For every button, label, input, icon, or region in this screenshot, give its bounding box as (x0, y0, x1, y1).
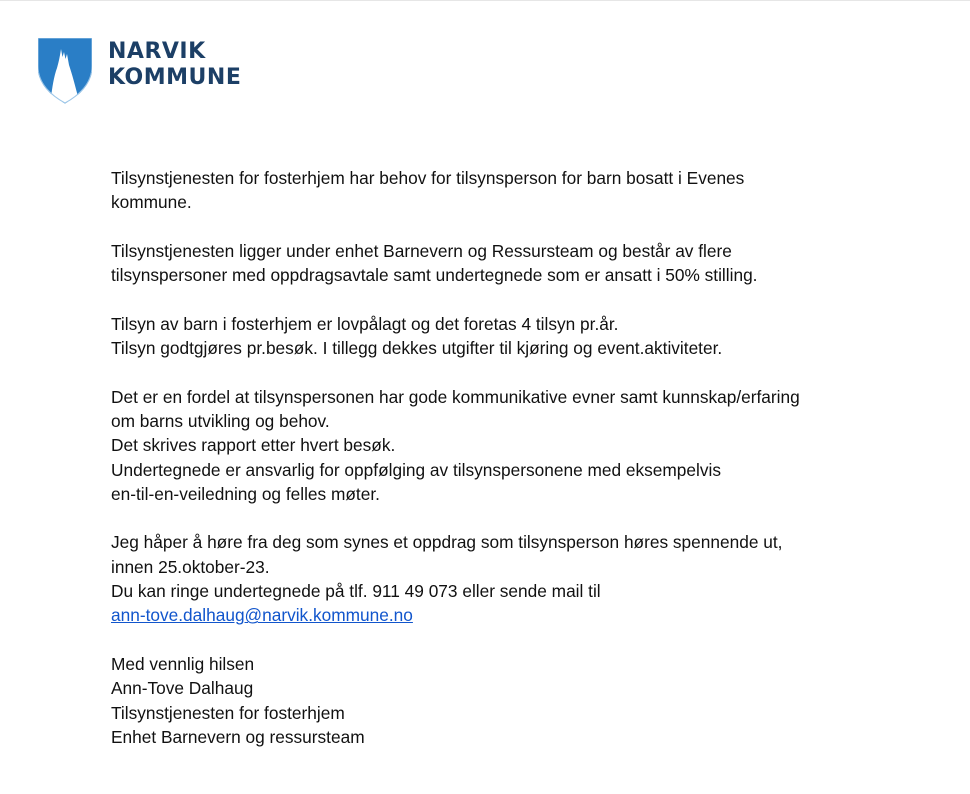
text-line: Det skrives rapport etter hvert besøk. (111, 435, 396, 456)
text-line: Tilsynstjenesten for fosterhjem har behov for tilsynsperson for barn bosatt i Evenes (111, 168, 745, 188)
paragraph-contact (111, 530, 871, 627)
page-top-border (0, 0, 970, 1)
text-line: Tilsynstjenesten ligger under enhet Barnevern og Ressursteam og består av flere (111, 240, 732, 261)
signature-unit: Enhet Barnevern og ressursteam (111, 726, 365, 747)
paragraph-intro (111, 166, 871, 215)
paragraph-supervision (111, 312, 871, 361)
text-line: innen 25.oktober-23. (111, 556, 270, 577)
signature-department: Tilsynstjenesten for fosterhjem (111, 702, 345, 723)
email-line (111, 603, 871, 627)
text-line: kommune. (111, 192, 192, 213)
narvik-kommune-logo (38, 38, 241, 104)
logo-line-narvik: NARVIK (108, 39, 206, 64)
text-line: Du kan ringe undertegnede på tlf. 911 49 073 eller sende mail til (111, 581, 601, 602)
text-line: Undertegnede er ansvarlig for oppfølging av tilsynspersonene med eksempelvis (111, 459, 721, 480)
text-line: en-til-en-veiledning og felles møter. (111, 483, 380, 504)
text-line: Jeg håper å høre fra deg som synes et oppdrag som tilsynsperson høres spennende ut, (111, 532, 783, 553)
logo-wordmark (108, 39, 241, 91)
signature-name: Ann-Tove Dalhaug (111, 678, 254, 699)
paragraph-qualifications (111, 385, 871, 506)
text-line: Det er en fordel at tilsynspersonen har gode kommunikative evner samt kunnskap/erfaring (111, 386, 800, 407)
logo-line-kommune: KOMMUNE (108, 65, 242, 90)
coat-of-arms-icon (38, 38, 92, 104)
paragraph-organization (111, 239, 871, 288)
signature-block (111, 652, 871, 749)
signature-greeting: Med vennlig hilsen (111, 653, 255, 674)
email-link[interactable]: ann-tove.dalhaug@narvik.kommune.no (111, 605, 413, 626)
text-line: Tilsyn av barn i fosterhjem er lovpålagt og det foretas 4 tilsyn pr.år. (111, 313, 619, 334)
text-line: Tilsyn godtgjøres pr.besøk. I tillegg dekkes utgifter til kjøring og event.aktiviteter. (111, 338, 723, 359)
letter-body (111, 166, 871, 773)
text-line: tilsynspersoner med oppdragsavtale samt undertegnede som er ansatt i 50% stilling. (111, 265, 758, 286)
text-line: om barns utvikling og behov. (111, 410, 330, 431)
